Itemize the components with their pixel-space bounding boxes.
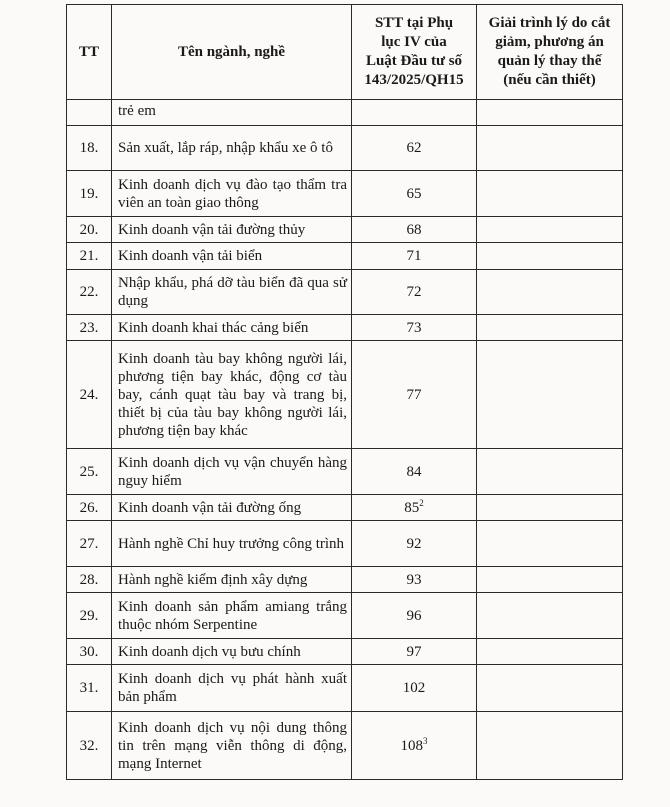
cell-tt: 20. [67,217,112,243]
cell-tt: 29. [67,593,112,639]
table-row-continuation [67,100,623,126]
cell-tt: 25. [67,449,112,495]
table-row [67,217,623,243]
cell-note [477,100,623,126]
cell-note [477,449,623,495]
table-row [67,665,623,712]
cell-name: Kinh doanh dịch vụ vận chuyển hàng nguy hiểm [112,449,352,495]
cell-stt [352,171,477,217]
table-row [67,315,623,341]
cell-note [477,243,623,270]
stt-number: 93 [406,571,422,588]
cell-name: Kinh doanh vận tải biển [112,243,352,270]
document-page [66,4,622,780]
table-row [67,495,623,521]
stt-number: 102 [402,680,426,696]
cell-name: Kinh doanh dịch vụ bưu chính [112,639,352,665]
cell-note [477,567,623,593]
cell-note [477,712,623,780]
cell-tt: 24. [67,341,112,449]
cell-stt [352,593,477,639]
table-row [67,270,623,315]
cell-note [477,495,623,521]
cell-stt [352,243,477,270]
footnote-marker: 2 [419,497,424,508]
table-row [67,449,623,495]
table-row [67,126,623,171]
cell-name: Kinh doanh vận tải đường ống [112,495,352,521]
cell-name: Hành nghề kiểm định xây dựng [112,567,352,593]
stt-number: 77 [406,386,422,403]
table-row [67,712,623,780]
stt-number: 68 [406,221,422,238]
cell-name: Kinh doanh dịch vụ phát hành xuất bản phẩm [112,665,352,712]
table-row [67,567,623,593]
cell-note [477,521,623,567]
header-tt: TT [67,5,112,100]
header-note: Giải trình lý do cắt giảm, phương án quản lý thay thế (nếu cần thiết) [477,5,623,100]
cell-stt [352,567,477,593]
cell-stt [352,341,477,449]
stt-number: 92 [406,535,422,552]
cell-note [477,126,623,171]
cell-stt [352,126,477,171]
stt-number: 65 [406,185,422,202]
cell-stt [352,639,477,665]
cell-tt: 22. [67,270,112,315]
stt-number: 73 [406,319,422,336]
table-row [67,521,623,567]
cell-note [477,665,623,712]
cell-name: Sản xuất, lắp ráp, nhập khẩu xe ô tô [112,126,352,171]
cell-name: Hành nghề Chỉ huy trưởng công trình [112,521,352,567]
cell-name: Kinh doanh vận tải đường thủy [112,217,352,243]
stt-number: 84 [406,463,422,480]
stt-number: 108 [400,737,423,754]
cell-tt: 26. [67,495,112,521]
cell-tt: 23. [67,315,112,341]
cell-name: trẻ em [112,100,352,126]
cell-name: Kinh doanh tàu bay không người lái, phương tiện bay khác, động cơ tàu bay, cánh quạt tàu bay và trang bị, thiết bị của tàu bay không người lái, phương tiện bay khác [112,341,352,449]
cell-stt [352,315,477,341]
cell-note [477,217,623,243]
cell-tt: 31. [67,665,112,712]
cell-stt [352,270,477,315]
cell-tt [67,100,112,126]
cell-tt: 18. [67,126,112,171]
cell-note [477,315,623,341]
cell-name: Kinh doanh khai thác cảng biển [112,315,352,341]
header-stt: STT tại Phụ lục IV của Luật Đầu tư số 143/2025/QH15 [352,5,477,100]
cell-stt [352,217,477,243]
table-row [67,639,623,665]
cell-tt: 21. [67,243,112,270]
stt-number: 71 [406,248,422,264]
stt-number: 96 [406,607,422,624]
cell-stt [352,449,477,495]
cell-tt: 30. [67,639,112,665]
cell-note [477,171,623,217]
cell-tt: 28. [67,567,112,593]
table-row [67,341,623,449]
table-row [67,243,623,270]
footnote-marker: 3 [423,735,428,746]
cell-note [477,341,623,449]
cell-stt [352,521,477,567]
industry-table [66,4,623,780]
cell-tt: 32. [67,712,112,780]
cell-name: Kinh doanh dịch vụ nội dung thông tin trên mạng viễn thông di động, mạng Internet [112,712,352,780]
table-row [67,171,623,217]
header-name: Tên ngành, nghề [112,5,352,100]
table-header-row [67,5,623,100]
cell-stt [352,712,477,780]
stt-number: 62 [406,140,422,156]
cell-stt [352,100,477,126]
stt-number: 97 [406,643,422,660]
cell-tt: 19. [67,171,112,217]
cell-tt: 27. [67,521,112,567]
cell-stt [352,665,477,712]
table-row [67,593,623,639]
stt-number: 85 [404,499,420,516]
cell-note [477,639,623,665]
cell-name: Kinh doanh dịch vụ đào tạo thẩm tra viên an toàn giao thông [112,171,352,217]
cell-stt [352,495,477,521]
cell-name: Nhập khẩu, phá dỡ tàu biển đã qua sử dụng [112,270,352,315]
cell-note [477,270,623,315]
stt-number: 72 [406,284,422,300]
cell-name: Kinh doanh sản phẩm amiang trắng thuộc nhóm Serpentine [112,593,352,639]
cell-note [477,593,623,639]
